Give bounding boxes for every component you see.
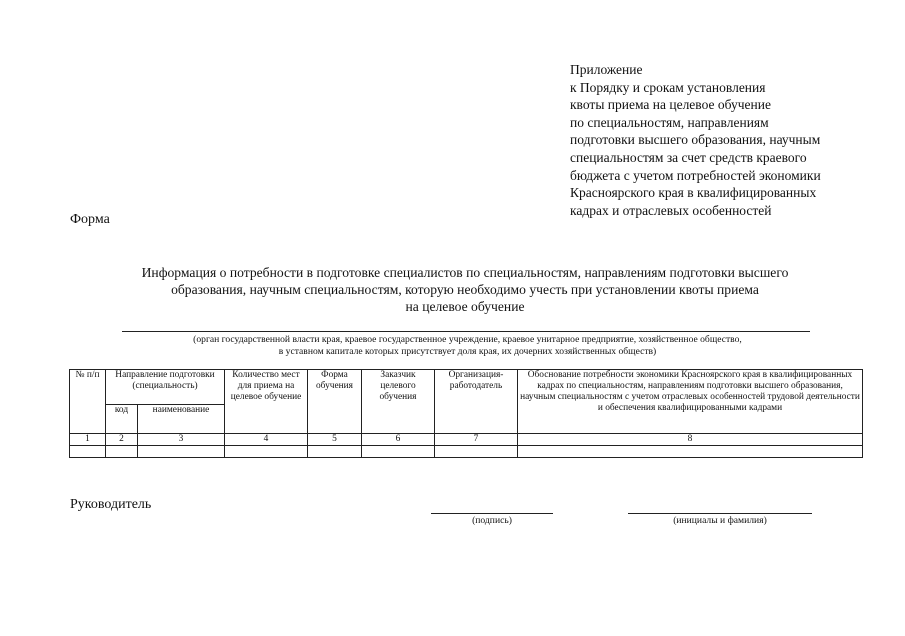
header-direction: Направление подготовки (специальность) bbox=[106, 370, 225, 405]
appendix-line: специальностям за счет средств краевого bbox=[570, 149, 807, 165]
title-line: образования, научным специальностям, которую необходимо учесть при установлении квоты приема bbox=[171, 282, 759, 297]
header-justification: Обоснование потребности экономики Красноярского края в квалифицированных кадрах по специальностям, направлениям подготовки высшего образования, научным специальностям с учетом отраслевых особенностей трудовой деятельности и обеспечения квалифицированными кадрами bbox=[518, 370, 863, 434]
requirements-table bbox=[69, 369, 863, 458]
column-number: 6 bbox=[362, 434, 435, 446]
organization-caption bbox=[100, 334, 835, 358]
header-places: Количество мест для приема на целевое обучение bbox=[225, 370, 308, 434]
table-cell[interactable] bbox=[362, 446, 435, 458]
head-label: Руководитель bbox=[70, 497, 152, 512]
column-numbers-row bbox=[70, 434, 863, 446]
table-cell[interactable] bbox=[308, 446, 362, 458]
table-cell[interactable] bbox=[70, 446, 106, 458]
form-label: Форма bbox=[70, 212, 110, 227]
column-number: 3 bbox=[138, 434, 225, 446]
signature-line[interactable] bbox=[431, 513, 553, 514]
appendix-line: бюджета с учетом потребностей экономики bbox=[570, 167, 821, 183]
name-caption: (инициалы и фамилия) bbox=[673, 515, 767, 526]
signature-caption: (подпись) bbox=[472, 515, 512, 526]
header-customer: Заказчик целевого обучения bbox=[362, 370, 435, 434]
appendix-line: Приложение bbox=[570, 62, 643, 77]
column-number: 5 bbox=[308, 434, 362, 446]
caption-line: в уставном капитале которых присутствует доля края, их дочерних хозяйственных обществ) bbox=[278, 346, 657, 357]
header-num: № п/п bbox=[70, 370, 106, 434]
table-cell[interactable] bbox=[138, 446, 225, 458]
appendix-line: к Порядку и срокам установления bbox=[570, 79, 766, 95]
table-cell[interactable] bbox=[435, 446, 518, 458]
header-form: Форма обучения bbox=[308, 370, 362, 434]
table-cell[interactable] bbox=[225, 446, 308, 458]
table-row bbox=[70, 446, 863, 458]
organization-fill-line[interactable] bbox=[122, 331, 810, 332]
column-number: 7 bbox=[435, 434, 518, 446]
column-number: 8 bbox=[518, 434, 863, 446]
header-code: код bbox=[106, 405, 138, 434]
header-employer: Организация-работодатель bbox=[435, 370, 518, 434]
header-name: наименование bbox=[138, 405, 225, 434]
column-number: 2 bbox=[106, 434, 138, 446]
appendix-line: по специальностям, направлениям bbox=[570, 114, 769, 130]
title-line: на целевое обучение bbox=[405, 299, 525, 314]
column-number: 1 bbox=[70, 434, 106, 446]
appendix-line: кадрах и отраслевых особенностей bbox=[570, 202, 772, 218]
table-cell[interactable] bbox=[106, 446, 138, 458]
appendix-block bbox=[570, 61, 890, 219]
caption-line: (орган государственной власти края, краевое государственное учреждение, краевое унитарное предприятие, хозяйственное общество, bbox=[193, 334, 742, 345]
title-line: Информация о потребности в подготовке специалистов по специальностям, направлениям подготовки высшего bbox=[141, 265, 789, 280]
document-title bbox=[60, 264, 870, 315]
column-number: 4 bbox=[225, 434, 308, 446]
appendix-line: квоты приема на целевое обучение bbox=[570, 97, 771, 113]
table-cell[interactable] bbox=[518, 446, 863, 458]
name-line[interactable] bbox=[628, 513, 812, 514]
appendix-line: Красноярского края в квалифицированных bbox=[570, 185, 817, 201]
appendix-line: подготовки высшего образования, научным bbox=[570, 132, 821, 148]
